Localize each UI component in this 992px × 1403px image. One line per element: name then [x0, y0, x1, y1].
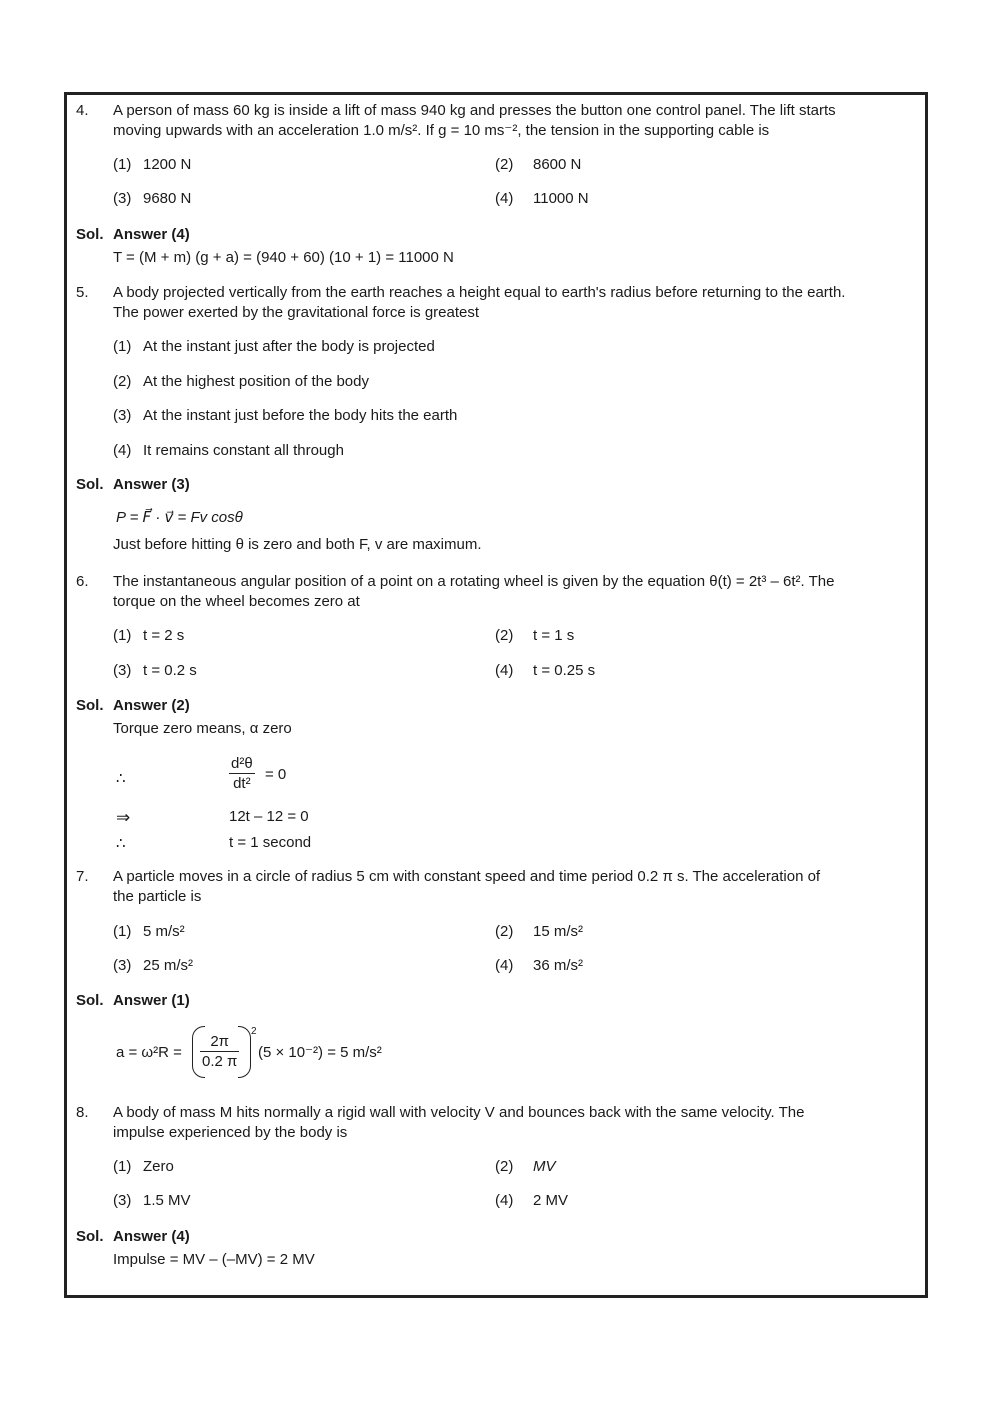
omega-fraction [200, 1032, 239, 1071]
option-label: (4) [495, 662, 514, 679]
question-text-line2: moving upwards with an acceleration 1.0 m/s². If g = 10 ms⁻², the tension in the supporting cable is [113, 122, 770, 139]
fraction-denominator: dt² [233, 775, 251, 792]
option-label: (3) [113, 190, 132, 207]
option-text: 2 MV [533, 1192, 569, 1209]
option-text: t = 0.25 s [533, 662, 596, 679]
solution-line: Impulse = MV – (–MV) = 2 MV [113, 1251, 315, 1268]
answer: Answer (1) [113, 992, 190, 1009]
derivative-fraction [229, 754, 255, 793]
option-label: (1) [113, 1158, 132, 1175]
question-text-line2: impulse experienced by the body is [113, 1124, 348, 1141]
question-number: 6. [76, 573, 89, 590]
therefore-symbol: ∴ [116, 770, 126, 787]
fraction-numerator: 2π [200, 1032, 239, 1052]
question-number: 7. [76, 868, 89, 885]
answer: Answer (2) [113, 697, 190, 714]
question-number: 5. [76, 284, 89, 301]
question-text-line2: torque on the wheel becomes zero at [113, 593, 360, 610]
option-label: (4) [495, 1192, 514, 1209]
answer: Answer (3) [113, 476, 190, 493]
question-text-line2: The power exerted by the gravitational force is greatest [113, 304, 480, 321]
solution-equation: 12t – 12 = 0 [229, 808, 309, 825]
answer: Answer (4) [113, 1228, 190, 1245]
solution-result: t = 1 second [229, 834, 312, 851]
option-text: 11000 N [533, 190, 589, 207]
option-text: 9680 N [143, 190, 192, 207]
fraction-denominator: 0.2 π [202, 1053, 238, 1070]
therefore-symbol: ∴ [116, 835, 126, 852]
sol-label: Sol. [76, 697, 104, 714]
option-text: 25 m/s² [143, 957, 194, 974]
option-label: (4) [113, 442, 132, 459]
option-text: MV [533, 1158, 556, 1175]
implies-symbol: ⇒ [116, 808, 131, 827]
option-text: t = 2 s [143, 627, 185, 644]
option-label: (3) [113, 1192, 132, 1209]
equals-zero: = 0 [265, 766, 287, 783]
option-label: (2) [495, 156, 514, 173]
question-text-line1: The instantaneous angular position of a point on a rotating wheel is given by the equation θ(t) = 2t³ – 6t². The [113, 573, 835, 590]
option-label: (2) [495, 1158, 514, 1175]
right-paren [238, 1026, 251, 1078]
option-text: t = 0.2 s [143, 662, 197, 679]
question-text-line2: the particle is [113, 888, 202, 905]
sol-label: Sol. [76, 476, 104, 493]
sol-label: Sol. [76, 226, 104, 243]
acceleration-rhs: (5 × 10⁻²) = 5 m/s² [258, 1044, 382, 1061]
answer: Answer (4) [113, 226, 190, 243]
option-text: 36 m/s² [533, 957, 584, 974]
question-text-line1: A particle moves in a circle of radius 5 cm with constant speed and time period 0.2 π s. The acceleration of [113, 868, 821, 885]
question-text-line1: A body projected vertically from the earth reaches a height equal to earth's radius before returning to the earth. [113, 284, 846, 301]
option-text: 8600 N [533, 156, 582, 173]
option-text: It remains constant all through [143, 442, 344, 459]
option-text: Zero [143, 1158, 174, 1175]
option-label: (4) [495, 190, 514, 207]
option-text: At the instant just after the body is projected [143, 338, 435, 355]
question-number: 4. [76, 102, 89, 119]
square-exponent: 2 [251, 1026, 257, 1037]
option-text: 1200 N [143, 156, 192, 173]
option-text: 15 m/s² [533, 923, 584, 940]
option-text: 5 m/s² [143, 923, 185, 940]
question-text-line1: A body of mass M hits normally a rigid wall with velocity V and bounces back with the same velocity. The [113, 1104, 805, 1121]
option-label: (3) [113, 662, 132, 679]
option-text: t = 1 s [533, 627, 575, 644]
solution-line: Just before hitting θ is zero and both F, v are maximum. [113, 536, 482, 553]
option-label: (2) [495, 923, 514, 940]
option-text: 1.5 MV [143, 1192, 191, 1209]
option-label: (3) [113, 407, 132, 424]
sol-label: Sol. [76, 1228, 104, 1245]
option-label: (3) [113, 957, 132, 974]
option-label: (1) [113, 156, 132, 173]
option-text: At the highest position of the body [143, 373, 369, 390]
acceleration-lhs: a = ω²R = [116, 1044, 182, 1061]
fraction-numerator: d²θ [231, 755, 253, 772]
option-label: (4) [495, 957, 514, 974]
solution-line: T = (M + m) (g + a) = (940 + 60) (10 + 1) = 11000 N [113, 249, 454, 266]
question-number: 8. [76, 1104, 89, 1121]
option-label: (2) [495, 627, 514, 644]
sol-label: Sol. [76, 992, 104, 1009]
option-label: (1) [113, 923, 132, 940]
option-text: At the instant just before the body hits the earth [143, 407, 458, 424]
option-label: (2) [113, 373, 132, 390]
question-text-line1: A person of mass 60 kg is inside a lift of mass 940 kg and presses the button one control panel. The lift starts [113, 102, 836, 119]
option-label: (1) [113, 627, 132, 644]
solution-equation: P = F⃗ · v⃗ = Fv cosθ [116, 509, 243, 526]
solution-line: Torque zero means, α zero [113, 720, 292, 737]
option-label: (1) [113, 338, 132, 355]
